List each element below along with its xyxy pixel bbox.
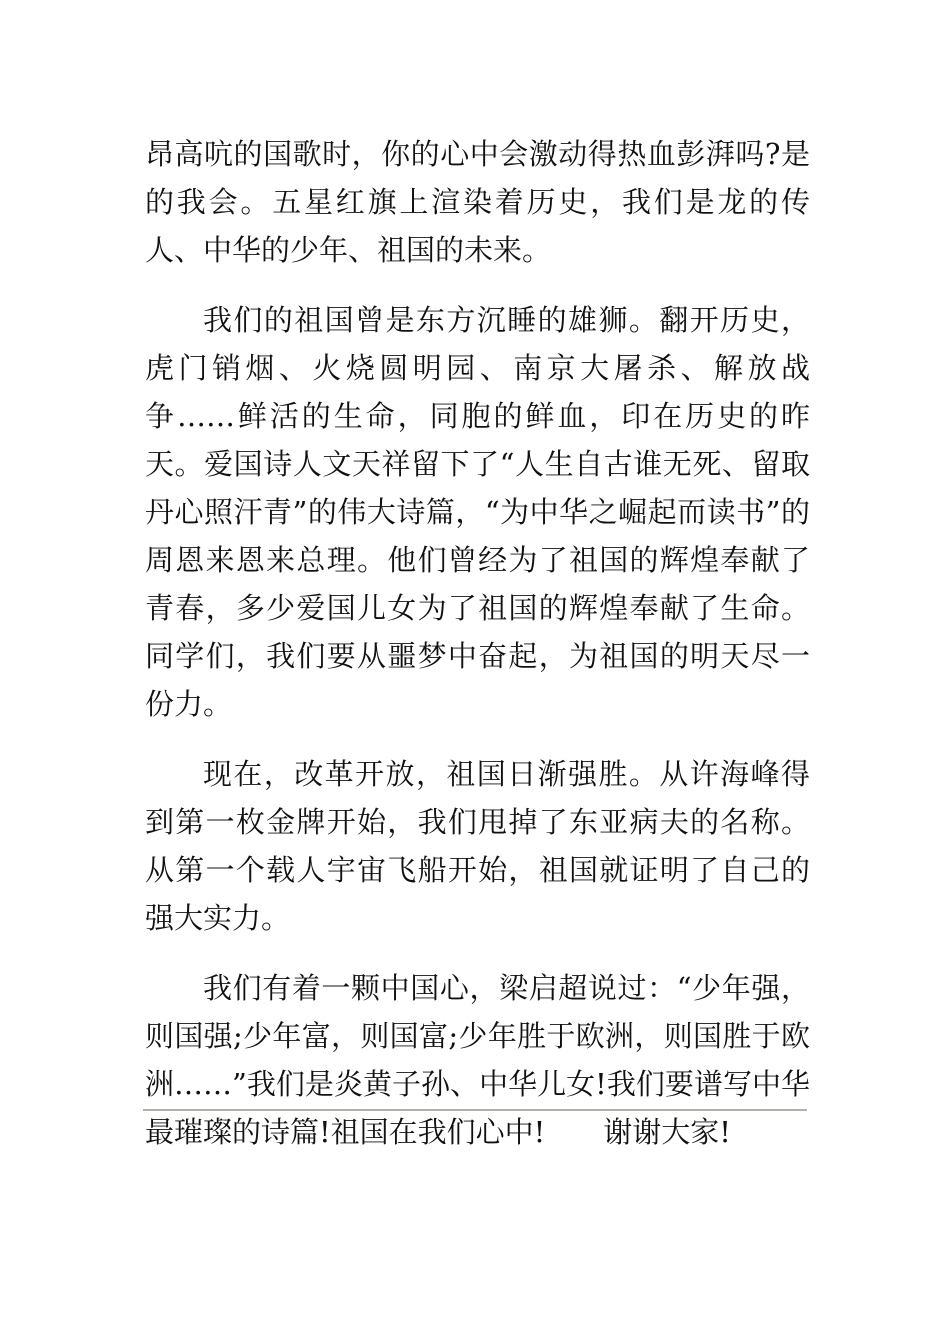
paragraph-4: 我们有着一颗中国心，梁启超说过：“少年强，则国强;少年富，则国富;少年胜于欧洲，则国胜于欧洲……”我们是炎黄子孙、中华儿女!我们要谱写中华最璀璨的诗篇!祖国在我们心中! 谢谢大家! <box>145 971 810 1149</box>
paragraph-1: 昂高吭的国歌时，你的心中会激动得热血彭湃吗?是的我会。五星红旗上渲染着历史，我们是龙的传人、中华的少年、祖国的未来。 <box>145 137 810 267</box>
paragraph-2: 我们的祖国曾是东方沉睡的雄狮。翻开历史，虎门销烟、火烧圆明园、南京大屠杀、解放战争……鲜活的生命，同胞的鲜血，印在历史的昨天。爱国诗人文天祥留下了“人生自古谁无死、留取丹心照汗青”的伟大诗篇，“为中华之崛起而读书”的周恩来恩来总理。他们曾经为了祖国的辉煌奉献了青春，多少爱国儿女为了祖国的辉煌奉献了生命。同学们，我们要从噩梦中奋起，为祖国的明天尽一份力。 <box>145 303 810 721</box>
bottom-divider <box>143 1109 807 1111</box>
paragraph-3: 现在，改革开放，祖国日渐强胜。从许海峰得到第一枚金牌开始，我们甩掉了东亚病夫的名称。从第一个载人宇宙飞船开始，祖国就证明了自己的强大实力。 <box>145 757 810 935</box>
document-body <box>145 130 810 1156</box>
